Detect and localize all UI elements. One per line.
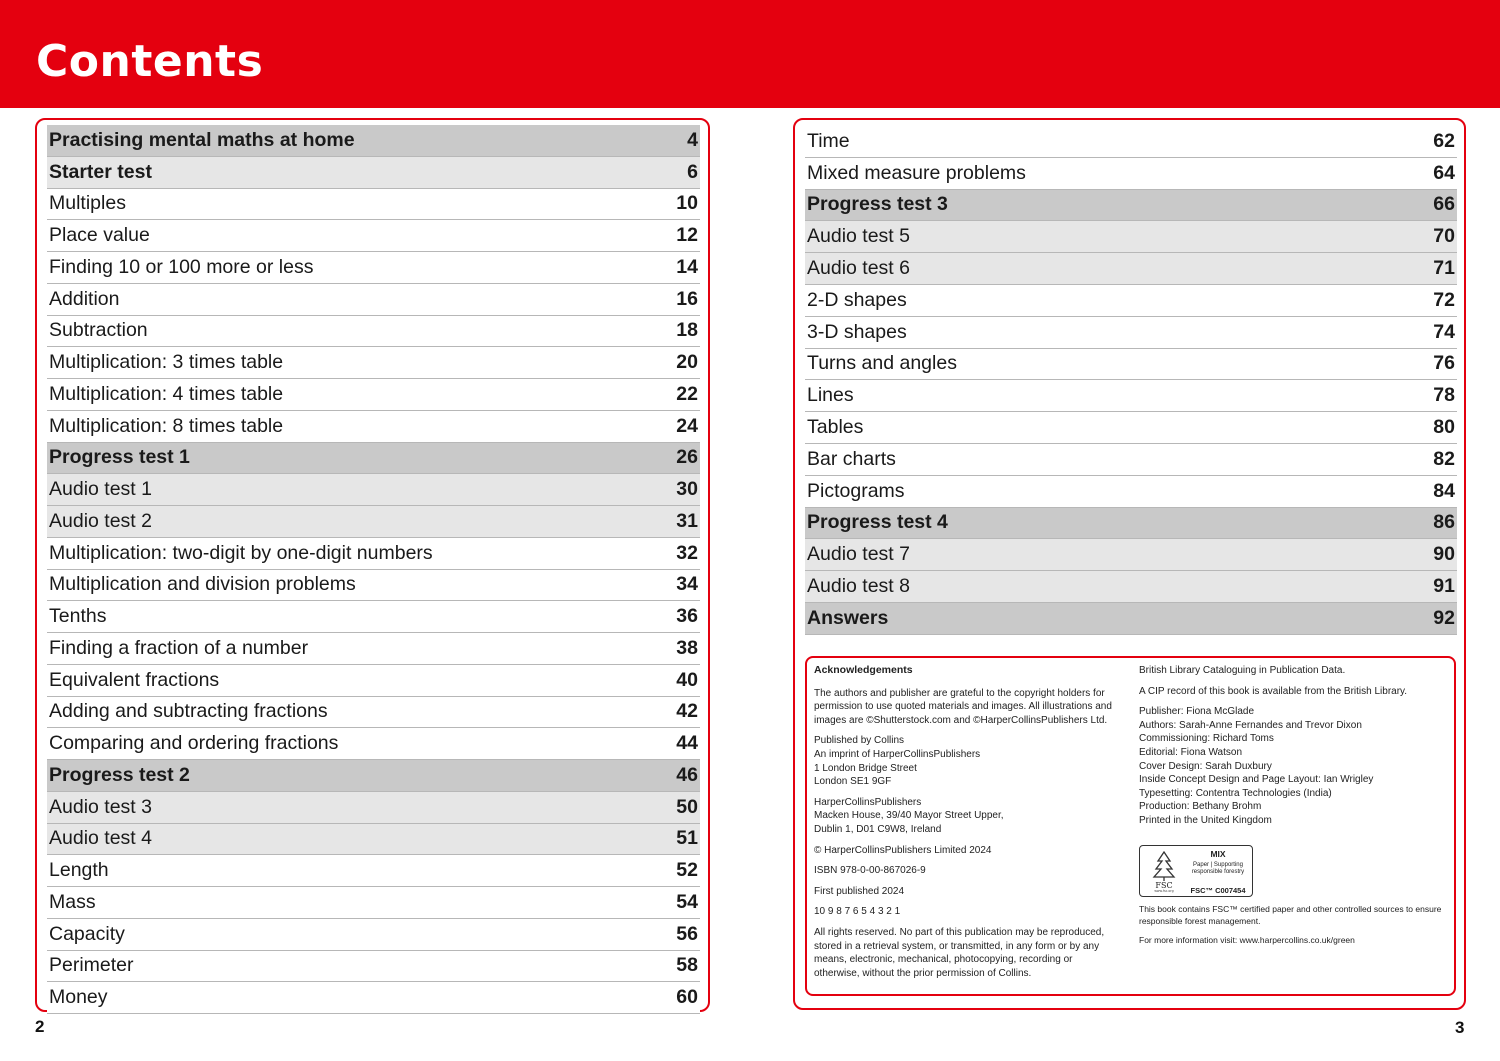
page-title: Contents xyxy=(36,36,264,87)
toc-entry-page: 52 xyxy=(676,859,698,882)
toc-entry-page: 56 xyxy=(676,922,698,945)
fsc-url-text: www.fsc.org xyxy=(1154,888,1174,893)
toc-entry-page: 42 xyxy=(676,700,698,723)
toc-entry-page: 31 xyxy=(676,509,698,532)
toc-entry-page: 70 xyxy=(1433,225,1455,248)
toc-entry-title: Addition xyxy=(49,287,120,310)
toc-entry-page: 91 xyxy=(1433,575,1455,598)
toc-entry-page: 34 xyxy=(676,573,698,596)
toc-entry xyxy=(47,728,700,760)
toc-entry-title: Tenths xyxy=(49,605,107,628)
fsc-subtitle: Paper | Supporting responsible forestry xyxy=(1191,861,1245,875)
toc-entry-title: Money xyxy=(49,986,108,1009)
toc-entry xyxy=(805,476,1457,508)
toc-entry-title: Progress test 2 xyxy=(49,763,190,786)
toc-entry xyxy=(805,539,1457,571)
acknowledgement-paragraph: ISBN 978-0-00-867026-9 xyxy=(814,865,926,877)
page-number-right: 3 xyxy=(1455,1018,1465,1037)
toc-entry xyxy=(805,349,1457,381)
acknowledgement-paragraph: Publisher: Fiona McGlade Authors: Sarah-Anne Fernandes and Trevor Dixon Commissioning: Richard Toms Editorial: Fiona Watson Cover Design: Sarah Duxbury Inside Concept Design and Page Layout: Ian Wrigley Typesetting: Contentra Technologies (India) Production: Bethany Brohm Printed in the United Kingdom xyxy=(1139,706,1374,826)
toc-entry-page: 76 xyxy=(1433,352,1455,375)
toc-entry-title: Adding and subtracting fractions xyxy=(49,700,328,723)
toc-entry-title: Audio test 3 xyxy=(49,795,152,818)
fsc-mix-label: MIX xyxy=(1210,848,1226,859)
toc-entry-title: Turns and angles xyxy=(807,352,957,375)
toc-entry-title: Audio test 5 xyxy=(807,225,910,248)
toc-entry-page: 86 xyxy=(1433,511,1455,534)
toc-entry-page: 36 xyxy=(676,605,698,628)
toc-panel-right xyxy=(793,118,1466,1010)
toc-entry xyxy=(47,951,700,983)
fsc-brand-text: FSC xyxy=(1155,880,1173,890)
toc-entry xyxy=(47,474,700,506)
acknowledgements-column-right xyxy=(1139,664,1444,953)
toc-entry-page: 62 xyxy=(1433,129,1455,152)
toc-entry-title: Perimeter xyxy=(49,954,134,977)
acknowledgements-box xyxy=(805,656,1456,996)
toc-entry-page: 10 xyxy=(676,192,698,215)
toc-entry-page: 4 xyxy=(687,128,698,151)
toc-entry xyxy=(47,347,700,379)
toc-entry xyxy=(47,538,700,570)
toc-entry-title: Progress test 3 xyxy=(807,193,948,216)
toc-entry xyxy=(805,380,1457,412)
toc-entry xyxy=(47,792,700,824)
toc-entry-page: 18 xyxy=(676,319,698,342)
toc-entry-title: Practising mental maths at home xyxy=(49,128,355,151)
acknowledgements-heading: Acknowledgements xyxy=(814,664,913,676)
toc-entry-title: Finding 10 or 100 more or less xyxy=(49,255,314,278)
toc-entry-title: Capacity xyxy=(49,922,125,945)
acknowledgement-paragraph: © HarperCollinsPublishers Limited 2024 xyxy=(814,844,992,856)
toc-entry xyxy=(47,919,700,951)
acknowledgements-right-text xyxy=(1139,664,1444,828)
toc-entry-title: Multiplication: 4 times table xyxy=(49,382,284,405)
toc-entry-title: Audio test 6 xyxy=(807,257,910,280)
toc-entry-title: Subtraction xyxy=(49,319,148,342)
toc-entry-page: 58 xyxy=(676,954,698,977)
acknowledgement-paragraph: The authors and publisher are grateful to the copyright holders for permission to use quoted materials and images. All illustrations and images are ©Shutterstock.com and ©HarperCollinsPublishers Ltd. xyxy=(814,687,1112,726)
toc-entry-page: 74 xyxy=(1433,320,1455,343)
toc-entry xyxy=(47,887,700,919)
toc-entry-page: 80 xyxy=(1433,416,1455,439)
toc-entry xyxy=(47,379,700,411)
acknowledgement-paragraph: HarperCollinsPublishers Macken House, 39/40 Mayor Street Upper, Dublin 1, D01 C9W8, Ireland xyxy=(814,796,1004,835)
toc-entry-page: 50 xyxy=(676,795,698,818)
toc-entry xyxy=(47,506,700,538)
toc-entry-title: Audio test 2 xyxy=(49,509,152,532)
toc-entry-title: Time xyxy=(807,129,850,152)
toc-entry-title: Mixed measure problems xyxy=(807,161,1026,184)
toc-entry xyxy=(805,253,1457,285)
toc-entry xyxy=(805,317,1457,349)
toc-entry xyxy=(805,508,1457,540)
toc-entry-page: 54 xyxy=(676,890,698,913)
toc-entry-page: 72 xyxy=(1433,288,1455,311)
header-banner-right xyxy=(750,0,1500,108)
toc-entry-title: Equivalent fractions xyxy=(49,668,220,691)
toc-entry-title: Bar charts xyxy=(807,447,896,470)
toc-entry xyxy=(47,252,700,284)
toc-entry xyxy=(47,125,700,157)
toc-entry xyxy=(47,316,700,348)
toc-entry xyxy=(47,570,700,602)
toc-entry xyxy=(47,220,700,252)
toc-entry xyxy=(805,412,1457,444)
toc-entry xyxy=(805,126,1457,158)
toc-entry xyxy=(805,190,1457,222)
toc-entry-title: Starter test xyxy=(49,160,152,183)
toc-entry xyxy=(47,855,700,887)
toc-entry xyxy=(47,411,700,443)
toc-entry-title: Length xyxy=(49,859,109,882)
toc-entry-title: Audio test 7 xyxy=(807,543,910,566)
toc-entry-page: 82 xyxy=(1433,447,1455,470)
toc-entry-page: 40 xyxy=(676,668,698,691)
fsc-note: This book contains FSC™ certified paper and other controlled sources to ensure responsible forest management. xyxy=(1139,903,1442,926)
acknowledgement-paragraph: A CIP record of this book is available from the British Library. xyxy=(1139,685,1408,697)
toc-entry-page: 30 xyxy=(676,478,698,501)
toc-entry-title: 2-D shapes xyxy=(807,288,907,311)
toc-entry-title: Multiplication: 8 times table xyxy=(49,414,284,437)
acknowledgement-paragraph: British Library Cataloguing in Publication Data. xyxy=(1139,665,1346,676)
toc-entry-title: Finding a fraction of a number xyxy=(49,636,309,659)
toc-entry-page: 6 xyxy=(687,160,698,183)
toc-entry-page: 90 xyxy=(1433,543,1455,566)
toc-entry-title: Lines xyxy=(807,384,854,407)
toc-panel-left xyxy=(35,118,710,1012)
toc-entry-page: 71 xyxy=(1433,257,1455,280)
toc-entry-page: 32 xyxy=(676,541,698,564)
toc-entry-page: 38 xyxy=(676,636,698,659)
toc-entry-title: Multiplication: two-digit by one-digit numbers xyxy=(49,541,433,564)
toc-entry-title: Audio test 4 xyxy=(49,827,152,850)
toc-entry-title: Tables xyxy=(807,416,864,439)
toc-entry xyxy=(47,633,700,665)
toc-entry-title: Multiplication: 3 times table xyxy=(49,351,284,374)
toc-entry-title: 3-D shapes xyxy=(807,320,907,343)
toc-entry-page: 20 xyxy=(676,351,698,374)
toc-entry xyxy=(47,760,700,792)
toc-entry-title: Progress test 4 xyxy=(807,511,948,534)
toc-entry-page: 78 xyxy=(1433,384,1455,407)
fsc-license-code: FSC™ C007454 xyxy=(1190,885,1246,895)
acknowledgement-paragraph: Published by Collins An imprint of HarperCollinsPublishers 1 London Bridge Street London SE1 9GF xyxy=(814,735,981,788)
toc-entry xyxy=(47,824,700,856)
toc-entry-page: 22 xyxy=(676,382,698,405)
acknowledgement-paragraph: First published 2024 xyxy=(814,885,905,897)
toc-entry xyxy=(47,665,700,697)
toc-entry-page: 51 xyxy=(676,827,698,850)
toc-entry xyxy=(47,443,700,475)
toc-entry-page: 84 xyxy=(1433,479,1455,502)
toc-entry xyxy=(47,284,700,316)
toc-list-left xyxy=(47,125,700,1014)
toc-entry-page: 14 xyxy=(676,255,698,278)
fsc-tree-icon xyxy=(1144,849,1184,893)
fsc-logo xyxy=(1139,845,1253,897)
more-info-link-text: For more information visit: www.harpercollins.co.uk/green xyxy=(1139,934,1355,945)
toc-entry-page: 64 xyxy=(1433,161,1455,184)
acknowledgement-paragraph: 10 9 8 7 6 5 4 3 2 1 xyxy=(814,906,901,918)
toc-entry xyxy=(805,603,1457,635)
toc-entry xyxy=(805,444,1457,476)
toc-entry xyxy=(47,982,700,1014)
toc-entry-title: Progress test 1 xyxy=(49,446,190,469)
acknowledgements-left-text xyxy=(814,687,1119,981)
toc-entry xyxy=(47,601,700,633)
toc-entry-page: 26 xyxy=(676,446,698,469)
toc-entry-page: 24 xyxy=(676,414,698,437)
toc-entry-title: Mass xyxy=(49,890,96,913)
toc-entry-title: Pictograms xyxy=(807,479,905,502)
toc-entry-title: Audio test 8 xyxy=(807,575,910,598)
toc-entry xyxy=(805,221,1457,253)
toc-entry-page: 66 xyxy=(1433,193,1455,216)
toc-entry-page: 60 xyxy=(676,986,698,1009)
toc-entry-page: 92 xyxy=(1433,606,1455,629)
page-number-left: 2 xyxy=(35,1017,45,1036)
toc-entry-page: 16 xyxy=(676,287,698,310)
toc-list-right xyxy=(805,126,1457,635)
toc-entry-title: Multiplication and division problems xyxy=(49,573,356,596)
toc-entry xyxy=(805,285,1457,317)
acknowledgements-column-left xyxy=(814,664,1119,987)
toc-entry-title: Comparing and ordering fractions xyxy=(49,732,339,755)
toc-entry xyxy=(805,158,1457,190)
toc-entry-title: Audio test 1 xyxy=(49,478,152,501)
toc-entry xyxy=(805,571,1457,603)
toc-entry-page: 46 xyxy=(676,763,698,786)
toc-entry-page: 12 xyxy=(676,224,698,247)
toc-entry-title: Multiples xyxy=(49,192,126,215)
toc-entry-title: Answers xyxy=(807,606,889,629)
acknowledgement-paragraph: All rights reserved. No part of this publication may be reproduced, stored in a retrieval system, or transmitted, in any form or by any means, electronic, mechanical, photocopying, recording or otherwise, without the prior permission of Collins. xyxy=(814,926,1105,979)
toc-entry xyxy=(47,697,700,729)
toc-entry-title: Place value xyxy=(49,224,150,247)
toc-entry-page: 44 xyxy=(676,732,698,755)
toc-entry xyxy=(47,157,700,189)
toc-entry xyxy=(47,189,700,221)
